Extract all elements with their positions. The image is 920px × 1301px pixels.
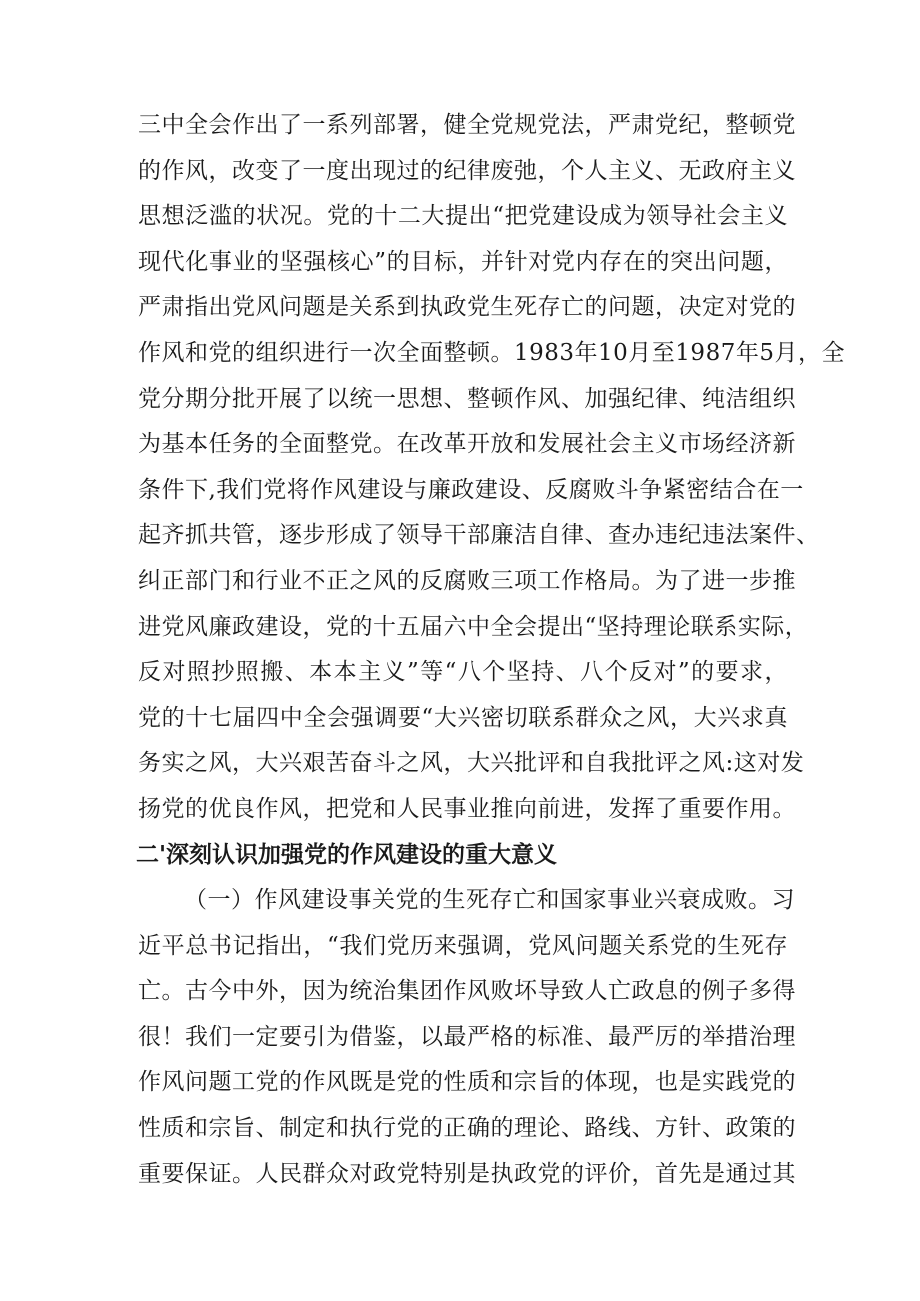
- paragraph-history: [138, 103, 845, 833]
- text-line: 近平总书记指出，“我们党历来强调，党风问题关系党的生死存: [138, 932, 788, 959]
- text-line: 作风问题工党的作风既是党的性质和宗旨的体现，也是实践党的: [138, 1069, 796, 1096]
- text-line: 现代化事业的坚强核心”的目标，并针对党内存在的突出问题，: [138, 248, 788, 275]
- text-line: 党的十七届四中全会强调要“大兴密切联系群众之风，大兴求真: [138, 704, 788, 731]
- text-line: 三中全会作出了一系列部署，健全党规党法，严肃党纪，整顿党: [138, 112, 796, 138]
- text-line: 务实之风，大兴艰苦奋斗之风，大兴批评和自我批评之风:这对发: [138, 750, 805, 777]
- text-line: 反对照抄照搬、本本主义”等“八个坚持、八个反对”的要求，: [138, 659, 788, 686]
- text-line: 起齐抓共管，逐步形成了领导干部廉洁自律、查办违纪违法案件、: [138, 522, 820, 549]
- text-line: 进党风廉政建设，党的十五届六中全会提出“坚持理论联系实际，: [138, 613, 809, 640]
- text-line: 性质和宗旨、制定和执行党的正确的理论、路线、方针、政策的: [138, 1115, 796, 1142]
- text-line: 条件下,我们党将作风建设与廉政建设、反腐败斗争紧密结合在一: [138, 476, 804, 503]
- section-heading: 二'深刻认识加强党的作风建设的重大意义: [136, 841, 558, 868]
- text-line: 作风和党的组织进行一次全面整顿。1983年10月至1987年5月，全: [138, 339, 845, 366]
- text-line: 党分期分批开展了以统一思想、整顿作风、加强纪律、纯洁组织: [138, 385, 796, 412]
- text-line: 很！我们一定要引为借鉴，以最严格的标准、最严厉的举措治理: [138, 1023, 796, 1050]
- text-line: 扬党的优良作风，把党和人民事业推向前进，发挥了重要作用。: [138, 795, 796, 822]
- document-page: [136, 103, 845, 1197]
- text-line: 亡。古今中外，因为统治集团作风败坏导致人亡政息的例子多得: [138, 978, 796, 1005]
- text-line: 思想泛滥的状况。党的十二大提出“把党建设成为领导社会主义: [138, 203, 788, 230]
- text-line: 的作风，改变了一度出现过的纪律废弛，个人主义、无政府主义: [138, 157, 796, 184]
- text-line: 为基本任务的全面整党。在改革开放和发展社会主义市场经济新: [138, 431, 796, 458]
- text-line: 重要保证。人民群众对政党特别是执政党的评价，首先是通过其: [138, 1160, 796, 1187]
- paragraph-significance: [138, 878, 796, 1197]
- text-line: （一）作风建设事关党的生死存亡和国家事业兴衰成败。习: [184, 887, 795, 914]
- text-line: 纠正部门和行业不正之风的反腐败三项工作格局。为了进一步推: [138, 567, 796, 594]
- text-line: 严肃指出党风问题是关系到执政党生死存亡的问题，决定对党的: [138, 294, 796, 321]
